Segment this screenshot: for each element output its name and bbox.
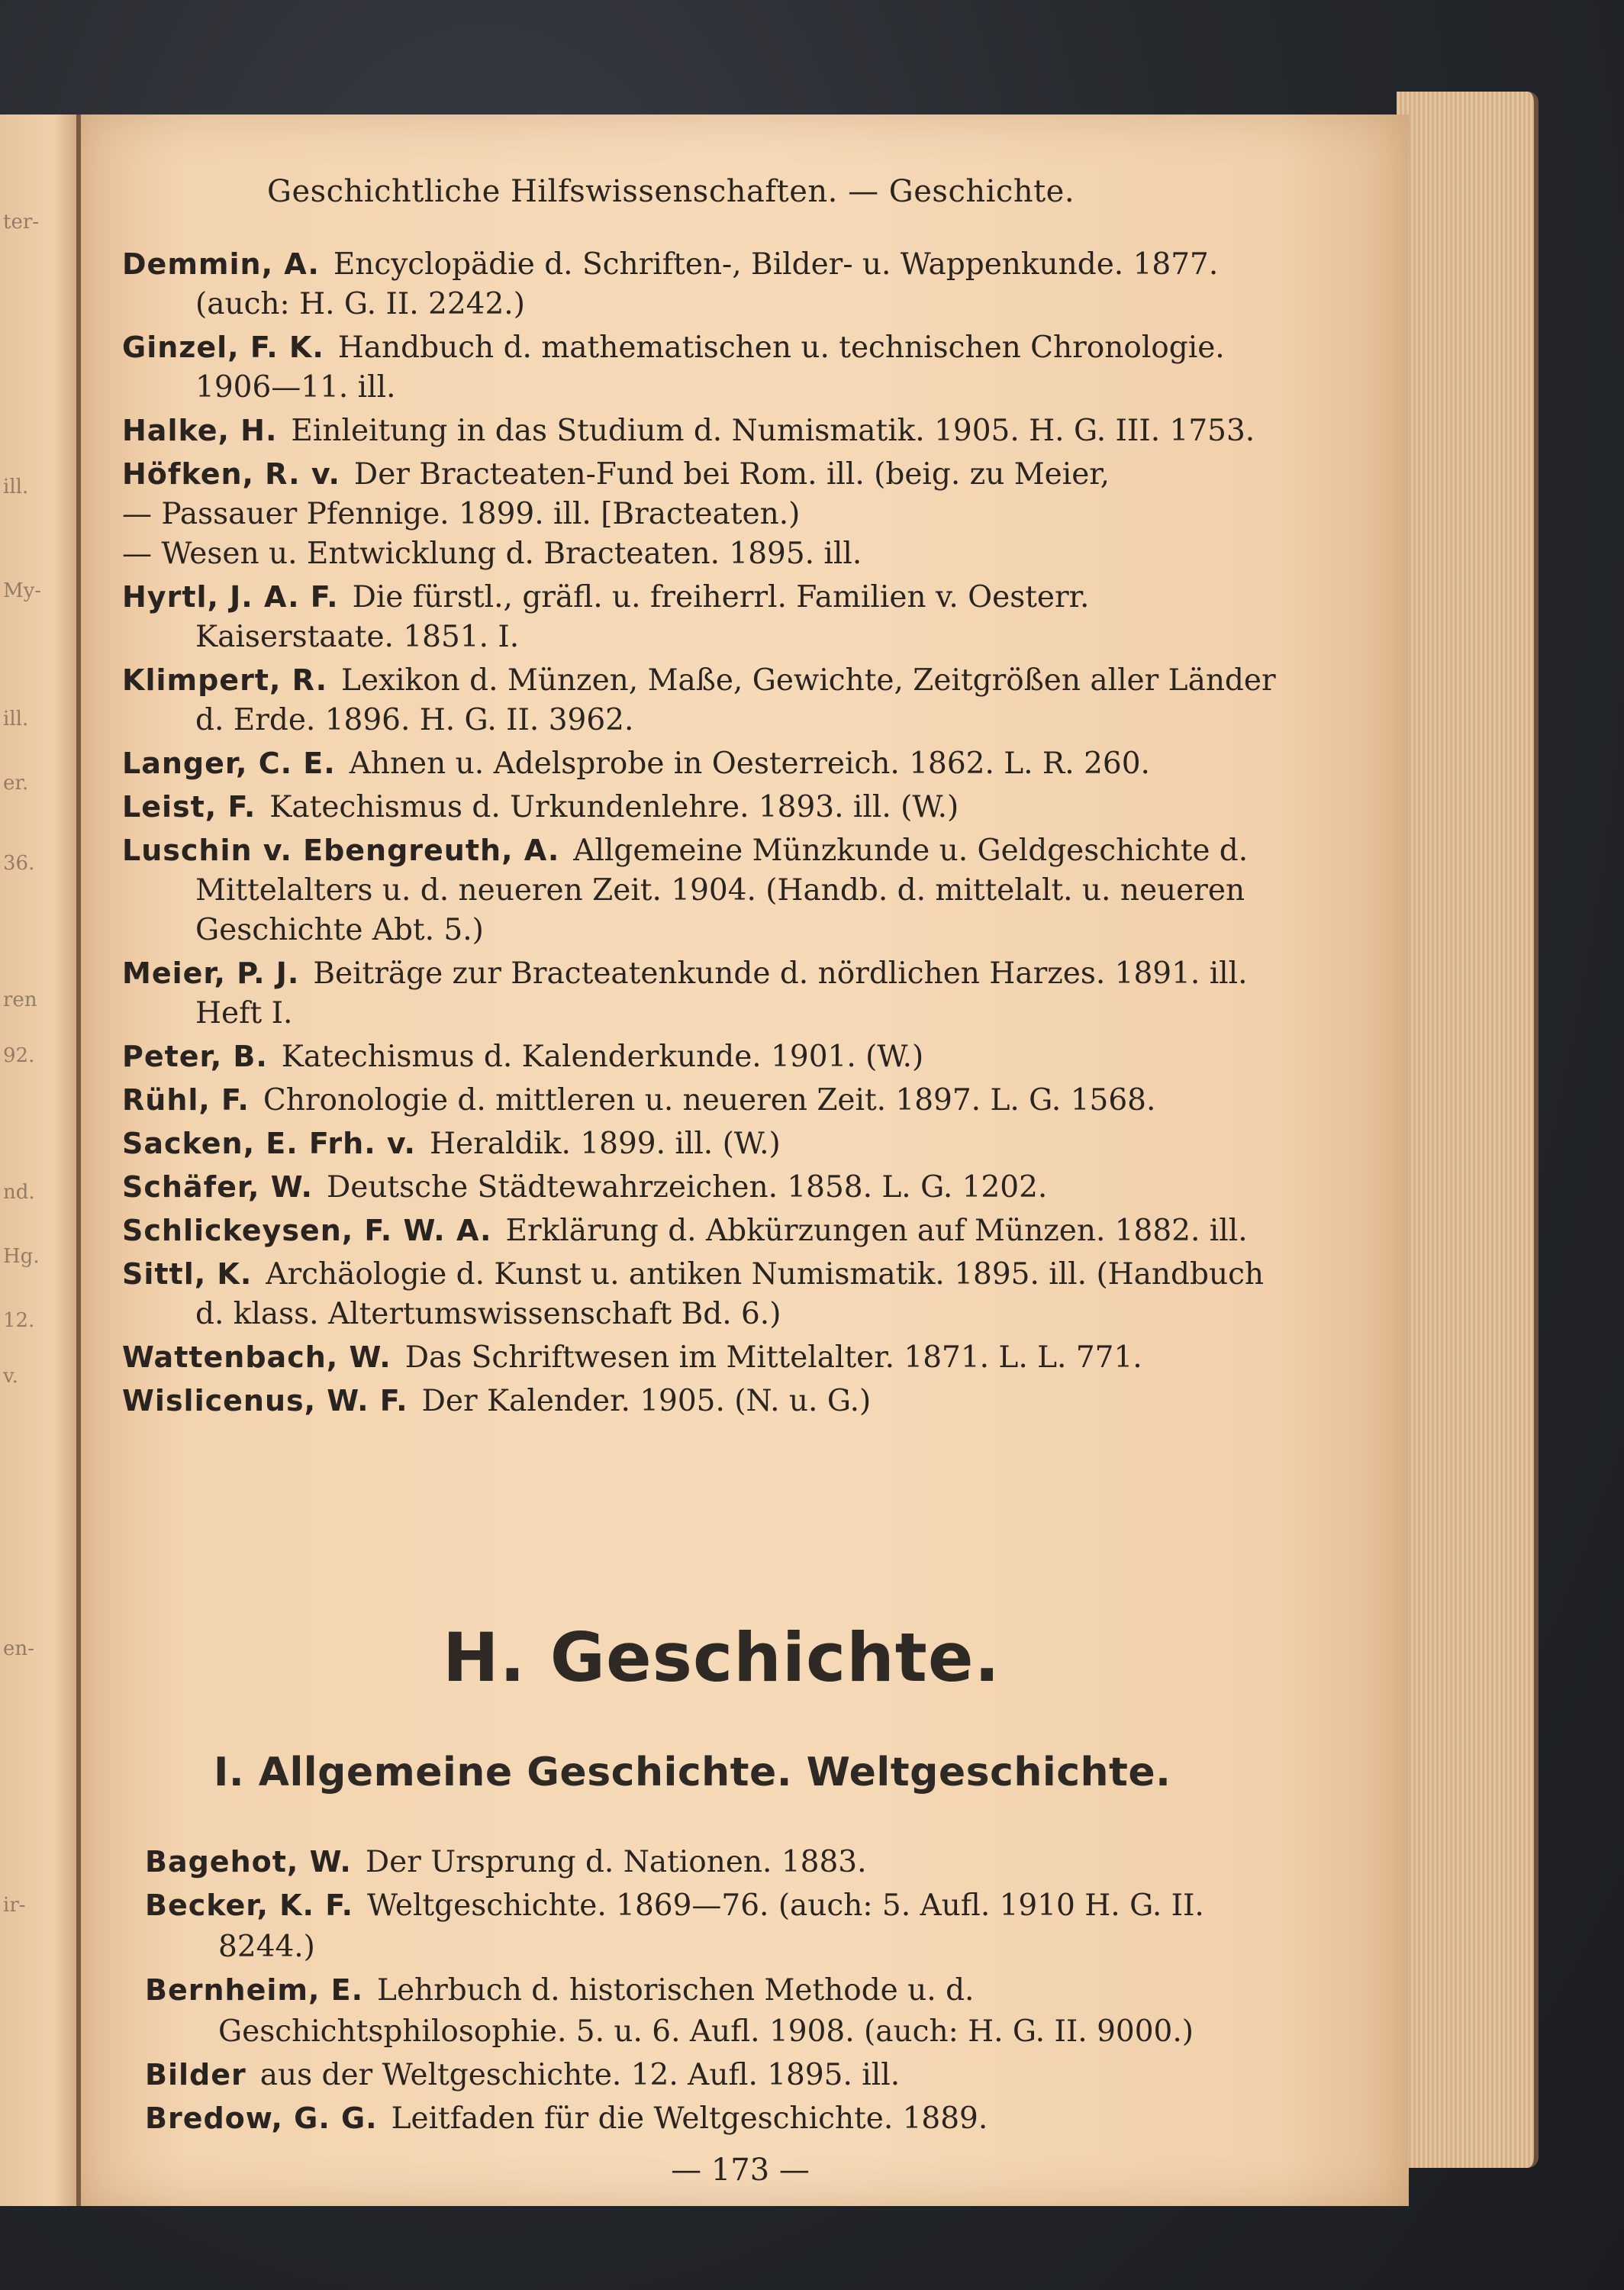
entry-text: Heraldik. 1899. ill. (W.) — [430, 1127, 781, 1161]
bibliography-entry — [122, 454, 1282, 574]
bibliography-entry — [122, 1080, 1282, 1121]
bibliography-entry — [122, 1254, 1282, 1334]
entry-author: Bernheim, E. — [145, 1973, 364, 2007]
entry-text: Chronologie d. mittleren u. neueren Zeit. 1897. L. G. 1568. — [263, 1083, 1156, 1118]
entry-author: Langer, C. E. — [122, 747, 336, 780]
entry-text: — Passauer Pfennige. 1899. ill. [Bracteaten.) — [122, 497, 801, 531]
left-page-fragment: ill. — [3, 475, 29, 498]
entry-text: Encyclopädie d. Schriften-, Bilder- u. Wappenkunde. 1877. (auch: H. G. II. 2242.) — [195, 247, 1219, 321]
bibliography-entry — [122, 327, 1282, 408]
entry-author: Becker, K. F. — [145, 1888, 354, 1922]
bibliography-entry — [122, 1124, 1282, 1164]
running-head: Geschichtliche Hilfswissenschaften. — Geschichte. — [267, 174, 1075, 209]
section-heading: H. Geschichte. — [443, 1618, 1000, 1697]
left-page-fragment: nd. — [3, 1180, 35, 1204]
entry-author: Bilder — [145, 2058, 246, 2092]
bibliography-entry — [122, 953, 1282, 1034]
left-page-fragment: ren — [3, 988, 37, 1011]
left-page-fragment: en- — [3, 1637, 34, 1660]
entry-author: Bredow, G. G. — [145, 2101, 378, 2135]
entry-author: Schäfer, W. — [122, 1170, 313, 1204]
entry-author: Luschin v. Ebengreuth, A. — [122, 834, 560, 867]
bibliography-entry — [145, 1885, 1305, 1968]
entry-text: Der Bracteaten-Fund bei Rom. ill. (beig. zu Meier, — [353, 457, 1110, 492]
entry-author: Meier, P. J. — [122, 956, 300, 990]
subsection-heading: I. Allgemeine Geschichte. Weltgeschichte. — [214, 1750, 1171, 1795]
entry-author: Klimpert, R. — [122, 663, 328, 697]
entry-text: Katechismus d. Kalenderkunde. 1901. (W.) — [281, 1040, 924, 1074]
left-page-fragment: My- — [3, 579, 42, 602]
entry-author: Leist, F. — [122, 790, 256, 824]
entry-text: Leitfaden für die Weltgeschichte. 1889. — [391, 2101, 988, 2136]
bibliography-entry — [122, 1211, 1282, 1251]
entry-text: Erklärung d. Abkürzungen auf Münzen. 1882. ill. — [505, 1214, 1248, 1248]
bibliography-entry — [122, 411, 1282, 451]
left-page-fragment: 12. — [3, 1308, 35, 1332]
entry-author: Schlickeysen, F. W. A. — [122, 1214, 492, 1247]
entry-author: Wattenbach, W. — [122, 1340, 392, 1374]
entry-text: Weltgeschichte. 1869—76. (auch: 5. Aufl. 1910 H. G. II. 8244.) — [218, 1888, 1204, 1964]
entry-text: Allgemeine Münzkunde u. Geldgeschichte d. Mittelalters u. d. neueren Zeit. 1904. (Handb. d. mittelalt. u. neueren Geschichte Abt. 5.) — [195, 834, 1249, 947]
entry-text: Ahnen u. Adelsprobe in Oesterreich. 1862. L. R. 260. — [349, 747, 1150, 781]
entry-text: Archäologie d. Kunst u. antiken Numismatik. 1895. ill. (Handbuch d. klass. Altertumswissenschaft Bd. 6.) — [195, 1257, 1265, 1331]
bibliography-entry — [122, 743, 1282, 784]
entry-text: Das Schriftwesen im Mittelalter. 1871. L. L. 771. — [404, 1340, 1142, 1375]
bibliography-entry — [122, 787, 1282, 827]
entry-text: Lexikon d. Münzen, Maße, Gewichte, Zeitgrößen aller Länder d. Erde. 1896. H. G. II. 3962. — [195, 663, 1276, 737]
entry-text: Einleitung in das Studium d. Numismatik. 1905. H. G. III. 1753. — [291, 414, 1255, 448]
bibliography-list — [122, 244, 1282, 1424]
entry-author: Bagehot, W. — [145, 1845, 352, 1879]
bibliography-entry — [122, 1037, 1282, 1077]
entry-text: Lehrbuch d. historischen Methode u. d. Geschichtsphilosophie. 5. u. 6. Aufl. 1908. (auch: H. G. II. 9000.) — [218, 1973, 1194, 2049]
entry-text: — Wesen u. Entwicklung d. Bracteaten. 1895. ill. — [122, 537, 862, 571]
bibliography-entry — [145, 1841, 1305, 1883]
entry-text: Die fürstl., gräfl. u. freiherrl. Familien v. Oesterr. Kaiserstaate. 1851. I. — [195, 580, 1090, 654]
left-page-fragment: 92. — [3, 1044, 35, 1067]
entry-author: Rühl, F. — [122, 1083, 250, 1117]
bibliography-entry — [122, 577, 1282, 657]
left-page-fragment: ter- — [3, 211, 40, 234]
left-page-fragment: v. — [3, 1365, 18, 1388]
bibliography-entry — [122, 660, 1282, 740]
entry-author: Wislicenus, W. F. — [122, 1384, 408, 1418]
left-page-fragment: ill. — [3, 708, 29, 731]
bibliography-entry — [122, 244, 1282, 324]
bibliography-entry — [122, 831, 1282, 950]
left-page-edge — [0, 114, 79, 2206]
bibliography-entry — [122, 1167, 1282, 1208]
bibliography-entry — [145, 2098, 1305, 2140]
entry-author: Halke, H. — [122, 414, 278, 447]
left-page-fragment: Hg. — [3, 1244, 40, 1268]
entry-author: Ginzel, F. K. — [122, 331, 324, 364]
entry-text: Der Ursprung d. Nationen. 1883. — [365, 1845, 867, 1879]
entry-author: Höfken, R. v. — [122, 457, 340, 491]
entry-author: Peter, B. — [122, 1040, 268, 1073]
entry-text: Deutsche Städtewahrzeichen. 1858. L. G. 1202. — [326, 1170, 1048, 1205]
entry-text: Katechismus d. Urkundenlehre. 1893. ill. (W.) — [269, 790, 959, 824]
left-page-fragment: er. — [3, 772, 29, 795]
entry-text: Beiträge zur Bracteatenkunde d. nördlichen Harzes. 1891. ill. Heft I. — [195, 956, 1248, 1030]
bibliography-entry — [145, 1969, 1305, 2053]
entry-text: Handbuch d. mathematischen u. technischen Chronologie. 1906—11. ill. — [195, 331, 1225, 405]
entry-author: Demmin, A. — [122, 247, 320, 281]
bibliography-entry — [122, 1337, 1282, 1378]
entry-author: Hyrtl, J. A. F. — [122, 580, 339, 614]
entry-author: Sittl, K. — [122, 1257, 253, 1291]
bibliography-entry — [122, 1381, 1282, 1421]
page-number: — 173 — — [671, 2153, 810, 2188]
bibliography-entry — [145, 2054, 1305, 2096]
left-page-fragment: 36. — [3, 852, 35, 875]
entry-text: aus der Weltgeschichte. 12. Aufl. 1895. ill. — [259, 2058, 901, 2092]
entry-author: Sacken, E. Frh. v. — [122, 1127, 416, 1160]
entry-text: Der Kalender. 1905. (N. u. G.) — [421, 1384, 872, 1418]
left-page-fragment: ir- — [3, 1894, 26, 1917]
bibliography-list-2 — [145, 1841, 1305, 2141]
page-block-edge — [1397, 92, 1539, 2168]
